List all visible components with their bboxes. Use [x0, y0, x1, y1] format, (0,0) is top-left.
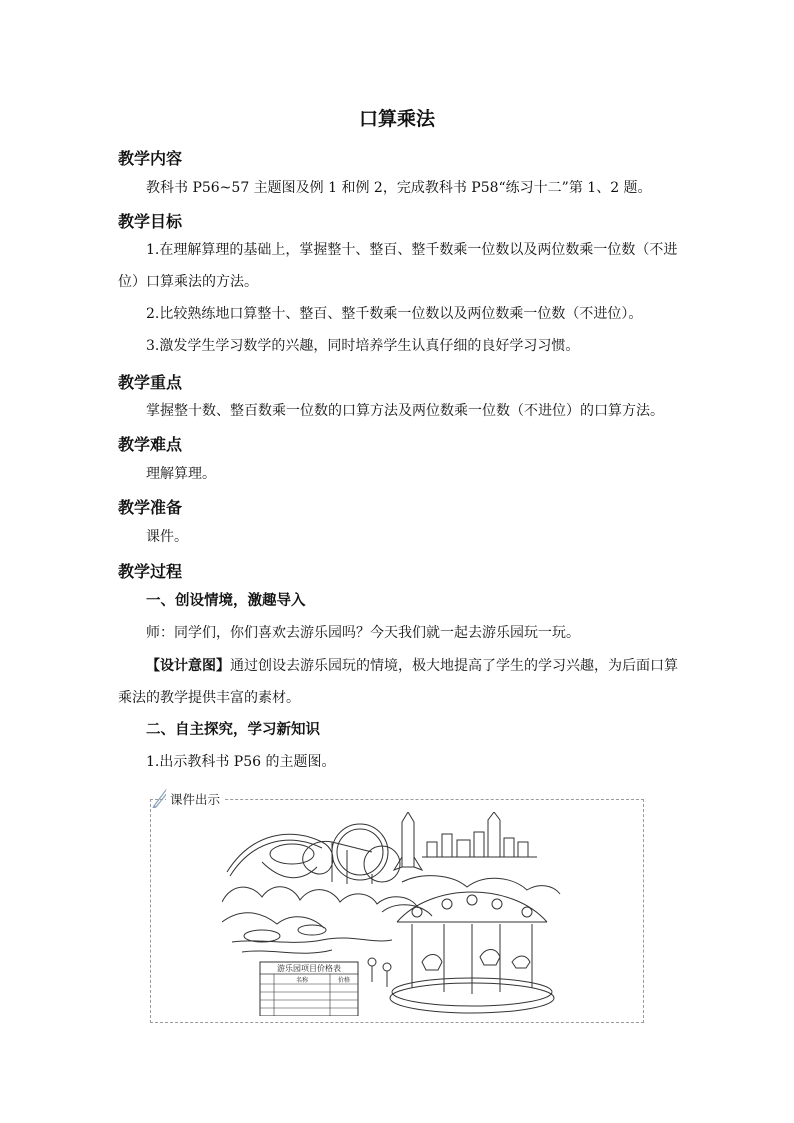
- heading-goals: 教学目标: [118, 212, 183, 231]
- heading-preparation: 教学准备: [118, 498, 183, 517]
- goal-item-1: 1.在理解算理的基础上，掌握整十、整百、整千数乘一位数以及两位数乘一位数（不进位）口算乘法的方法。: [118, 242, 678, 290]
- amusement-park-illustration: [222, 812, 562, 1016]
- sign-title: 游乐园项目价格表: [277, 964, 341, 973]
- heading-key-points: 教学重点: [118, 373, 183, 392]
- goal-item-3: 3.激发学生学习数学的兴趣，同时培养学生认真仔细的良好学习习惯。: [146, 338, 580, 354]
- coaster-loop-1: [332, 824, 388, 880]
- heading-content: 教学内容: [118, 149, 183, 168]
- heading-process: 教学过程: [118, 562, 183, 581]
- step1-text: 师：同学们，你们喜欢去游乐园吗？今天我们就一起去游乐园玩一玩。: [146, 625, 580, 641]
- difficulty-text: 理解算理。: [146, 466, 216, 482]
- step2-title: 二、自主探究，学习新知识: [146, 722, 320, 738]
- design-intent: [118, 650, 678, 714]
- goal-item-2: 2.比较熟练地口算整十、整百、整千数乘一位数以及两位数乘一位数（不进位）。: [146, 306, 643, 322]
- key-points-text: 掌握整十数、整百数乘一位数的口算方法及两位数乘一位数（不进位）的口算方法。: [146, 403, 664, 419]
- content-text: 教科书 P56~57 主题图及例 1 和例 2，完成教科书 P58“练习十二”第 1、2 题。: [146, 180, 652, 196]
- sign-col-price: 价格: [337, 977, 351, 984]
- rocket-shape: [402, 812, 414, 867]
- step2-text: 1.出示教科书 P56 的主题图。: [146, 754, 336, 770]
- price-sign: [260, 962, 358, 1016]
- page-title: 口算乘法: [358, 108, 435, 130]
- preparation-text: 课件。: [146, 529, 188, 545]
- heading-difficulty: 教学难点: [118, 435, 183, 454]
- sign-col-name: 名称: [295, 977, 309, 984]
- design-intent-label: 【设计意图】: [146, 658, 230, 674]
- step1-title: 一、创设情境，激趣导入: [146, 593, 306, 609]
- design-intent-text: 通过创设去游乐园玩的情境，极大地提高了学生的学习兴趣，为后面口算乘法的教学提供丰富的素材。: [118, 658, 678, 706]
- courseware-label: 课件出示: [166, 790, 224, 808]
